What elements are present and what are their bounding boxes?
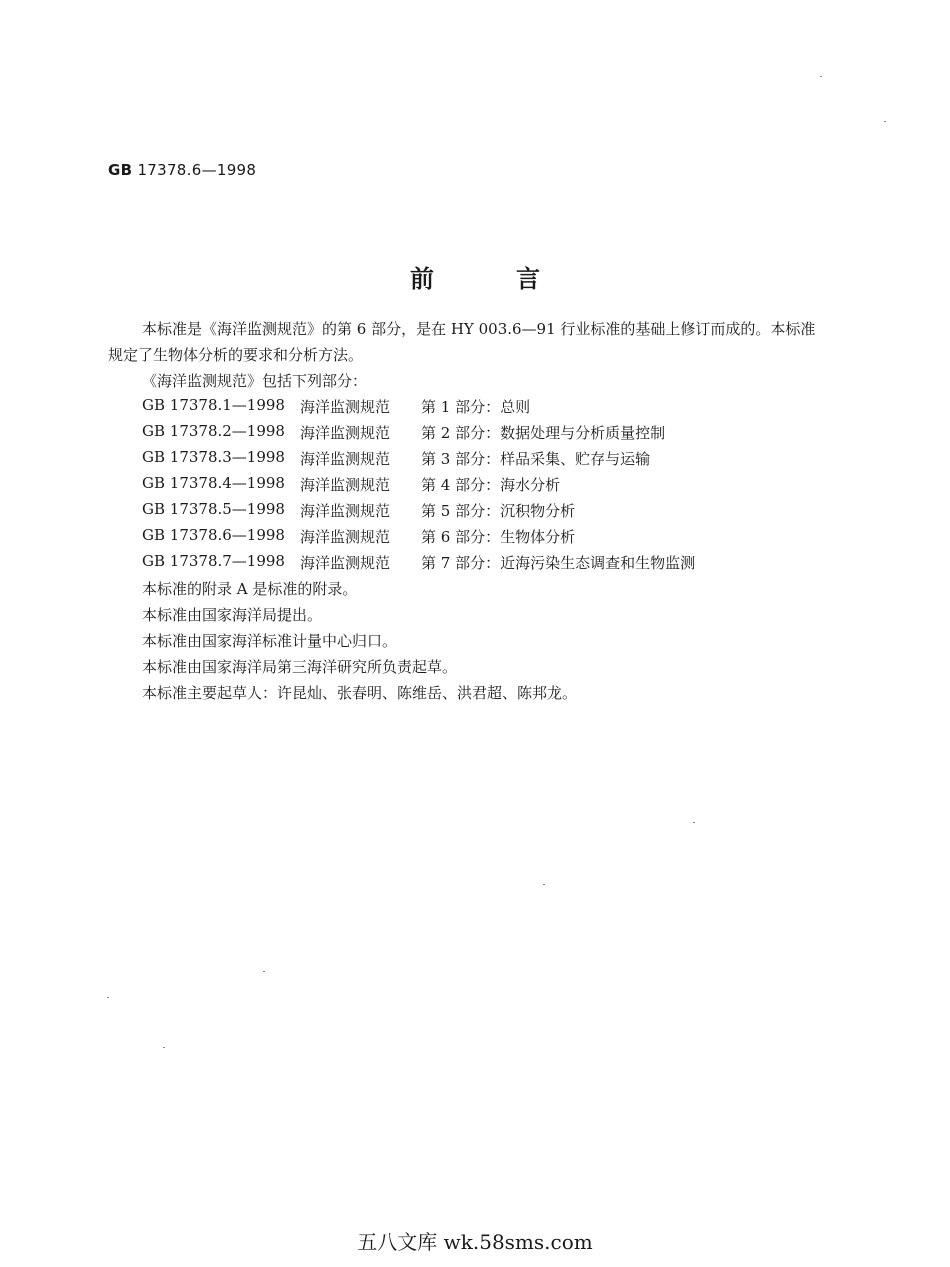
part-code: GB 17378.3—1998 xyxy=(142,448,285,466)
title-char-2: 言 xyxy=(516,265,540,293)
intro-line-2: 规定了生物体分析的要求和分析方法。 xyxy=(108,346,364,364)
header-prefix: GB xyxy=(108,161,133,179)
part-name: 海洋监测规范 xyxy=(300,450,391,468)
header-code: 17378.6—1998 xyxy=(137,161,257,179)
scan-speck xyxy=(543,884,545,885)
part-title: 第 1 部分：总则 xyxy=(421,398,531,416)
part-name: 海洋监测规范 xyxy=(300,476,391,494)
part-title: 第 4 部分：海水分析 xyxy=(421,476,561,494)
part-name: 海洋监测规范 xyxy=(300,554,391,572)
part-title: 第 3 部分：样品采集、贮存与运输 xyxy=(421,450,651,468)
note-proposer: 本标准由国家海洋局提出。 xyxy=(142,606,323,624)
part-code: GB 17378.2—1998 xyxy=(142,422,285,440)
part-name: 海洋监测规范 xyxy=(300,398,391,416)
part-code: GB 17378.5—1998 xyxy=(142,500,285,518)
part-code: GB 17378.4—1998 xyxy=(142,474,285,492)
part-code: GB 17378.7—1998 xyxy=(142,552,285,570)
part-title: 第 2 部分：数据处理与分析质量控制 xyxy=(421,424,666,442)
part-title: 第 6 部分：生物体分析 xyxy=(421,528,576,546)
part-title: 第 5 部分：沉积物分析 xyxy=(421,502,576,520)
note-centralizer: 本标准由国家海洋标准计量中心归口。 xyxy=(142,632,398,650)
scan-speck xyxy=(884,121,886,122)
scan-speck xyxy=(820,76,822,77)
scan-speck xyxy=(163,1047,165,1048)
part-title: 第 7 部分：近海污染生态调查和生物监测 xyxy=(421,554,696,572)
intro-includes: 《海洋监测规范》包括下列部分： xyxy=(142,372,368,390)
note-appendix: 本标准的附录 A 是标准的附录。 xyxy=(142,580,358,598)
scan-speck xyxy=(263,971,265,972)
part-name: 海洋监测规范 xyxy=(300,424,391,442)
part-name: 海洋监测规范 xyxy=(300,502,391,520)
scan-speck xyxy=(693,822,695,823)
part-name: 海洋监测规范 xyxy=(300,528,391,546)
intro-line-1: 本标准是《海洋监测规范》的第 6 部分，是在 HY 003.6—91 行业标准的基础上修订而成的。本标准 xyxy=(142,320,816,338)
part-code: GB 17378.1—1998 xyxy=(142,396,285,414)
part-code: GB 17378.6—1998 xyxy=(142,526,285,544)
note-authors: 本标准主要起草人：许昆灿、张春明、陈维岳、洪君超、陈邦龙。 xyxy=(142,684,578,702)
document-code-header xyxy=(108,161,256,179)
note-drafter: 本标准由国家海洋局第三海洋研究所负责起草。 xyxy=(142,658,458,676)
title-char-1: 前 xyxy=(410,265,434,293)
page-title xyxy=(0,259,950,294)
watermark-footer: 五八文库 wk.58sms.com xyxy=(357,1230,593,1254)
scan-speck xyxy=(107,997,109,998)
